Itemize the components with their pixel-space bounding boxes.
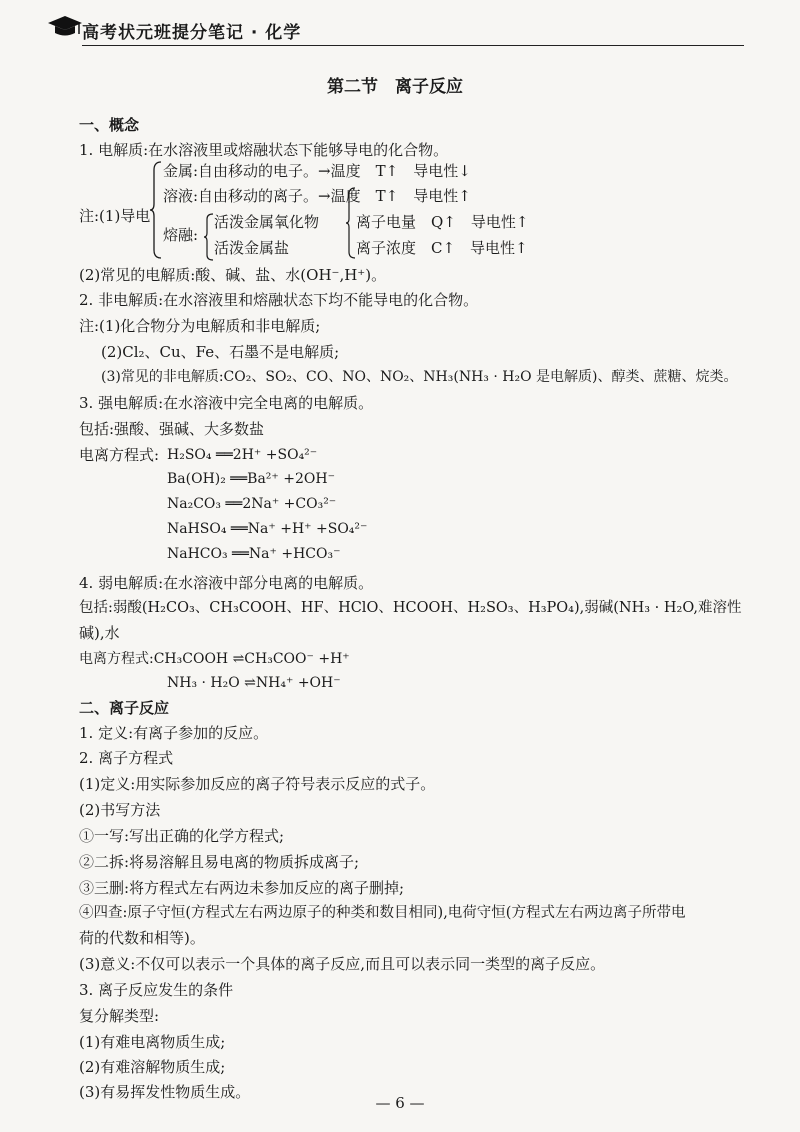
line: 3. 离子反应发生的条件 bbox=[79, 981, 234, 999]
line: (3)有易挥发性物质生成。 bbox=[79, 1083, 251, 1101]
line: (2)有难溶解物质生成; bbox=[79, 1058, 226, 1076]
melt-c: 离子电量 Q↑ 导电性↑ bbox=[356, 213, 529, 231]
equation: NaHCO₃ ══Na⁺ +HCO₃⁻ bbox=[167, 546, 341, 562]
metal-line: 金属:自由移动的电子。→温度 T↑ 导电性↓ bbox=[163, 162, 471, 180]
line: (2)书写方法 bbox=[79, 801, 161, 819]
brace-main bbox=[150, 160, 162, 260]
section-title: 第二节 离子反应 bbox=[327, 77, 463, 97]
page-header bbox=[48, 12, 748, 46]
header-title: 高考状元班提分笔记 · 化学 bbox=[82, 23, 302, 43]
line: ①一写:写出正确的化学方程式; bbox=[79, 827, 285, 845]
equation: NH₃ · H₂O ⇌NH₄⁺ +OH⁻ bbox=[167, 675, 341, 691]
line: ④四查:原子守恒(方程式左右两边原子的种类和数目相同),电荷守恒(方程式左右两边离子所带电 bbox=[79, 905, 686, 921]
solution-line: 溶液:自由移动的离子。→温度 T↑ 导电性↑ bbox=[163, 187, 471, 205]
line: 4. 弱电解质:在水溶液中部分电离的电解质。 bbox=[79, 574, 374, 592]
line: 包括:弱酸(H₂CO₃、CH₃COOH、HF、HClO、HCOOH、H₂SO₃、H₃PO₄),弱碱(NH₃ · H₂O,难溶性 bbox=[79, 600, 742, 616]
line: 1. 电解质:在水溶液里或熔融状态下能够导电的化合物。 bbox=[79, 141, 449, 159]
melt-d: 离子浓度 C↑ 导电性↑ bbox=[356, 239, 528, 257]
melt-b: 活泼金属盐 bbox=[214, 239, 290, 257]
melt-label: 熔融: bbox=[163, 226, 199, 244]
page-number: — 6 — bbox=[375, 1094, 425, 1112]
equation: Ba(OH)₂ ══Ba²⁺ +2OH⁻ bbox=[167, 471, 335, 487]
line: 3. 强电解质:在水溶液中完全电离的电解质。 bbox=[79, 394, 374, 412]
heading-concepts: 一、概念 bbox=[79, 116, 140, 134]
line: 注:(1)化合物分为电解质和非电解质; bbox=[79, 317, 321, 335]
line: 包括:强酸、强碱、大多数盐 bbox=[79, 420, 265, 438]
line: 荷的代数和相等)。 bbox=[79, 929, 205, 947]
header-rule bbox=[82, 45, 744, 46]
line: (1)有难电离物质生成; bbox=[79, 1033, 226, 1051]
equation: 电离方程式:CH₃COOH ⇌CH₃COO⁻ +H⁺ bbox=[79, 651, 350, 667]
graduation-cap-icon bbox=[48, 14, 82, 38]
heading-ionic-reaction: 二、离子反应 bbox=[79, 699, 170, 717]
equation: Na₂CO₃ ══2Na⁺ +CO₃²⁻ bbox=[167, 496, 337, 512]
melt-a: 活泼金属氧化物 bbox=[214, 213, 320, 231]
line: (3)常见的非电解质:CO₂、SO₂、CO、NO、NO₂、NH₃(NH₃ · H₂O 是电解质)、醇类、蔗糖、烷类。 bbox=[101, 369, 738, 385]
equation: H₂SO₄ ══2H⁺ +SO₄²⁻ bbox=[167, 447, 318, 463]
brace-melt bbox=[204, 212, 214, 262]
line: 2. 非电解质:在水溶液里和熔融状态下均不能导电的化合物。 bbox=[79, 291, 479, 309]
line: ②二拆:将易溶解且易电离的物质拆成离子; bbox=[79, 853, 360, 871]
line: ③三删:将方程式左右两边未参加反应的离子删掉; bbox=[79, 879, 405, 897]
line: 1. 定义:有离子参加的反应。 bbox=[79, 724, 269, 742]
line: (3)意义:不仅可以表示一个具体的离子反应,而且可以表示同一类型的离子反应。 bbox=[79, 955, 606, 973]
brace-ion bbox=[346, 186, 356, 260]
note-conduct-label: 注:(1)导电 bbox=[79, 207, 151, 225]
line: (2)常见的电解质:酸、碱、盐、水(OH⁻,H⁺)。 bbox=[79, 266, 387, 284]
line: 2. 离子方程式 bbox=[79, 749, 174, 767]
line: (2)Cl₂、Cu、Fe、石墨不是电解质; bbox=[101, 343, 340, 361]
equation: NaHSO₄ ══Na⁺ +H⁺ +SO₄²⁻ bbox=[167, 521, 368, 537]
line: (1)定义:用实际参加反应的离子符号表示反应的式子。 bbox=[79, 775, 436, 793]
line: 碱),水 bbox=[79, 624, 120, 642]
line: 复分解类型: bbox=[79, 1007, 160, 1025]
eq-label: 电离方程式: bbox=[79, 446, 160, 464]
